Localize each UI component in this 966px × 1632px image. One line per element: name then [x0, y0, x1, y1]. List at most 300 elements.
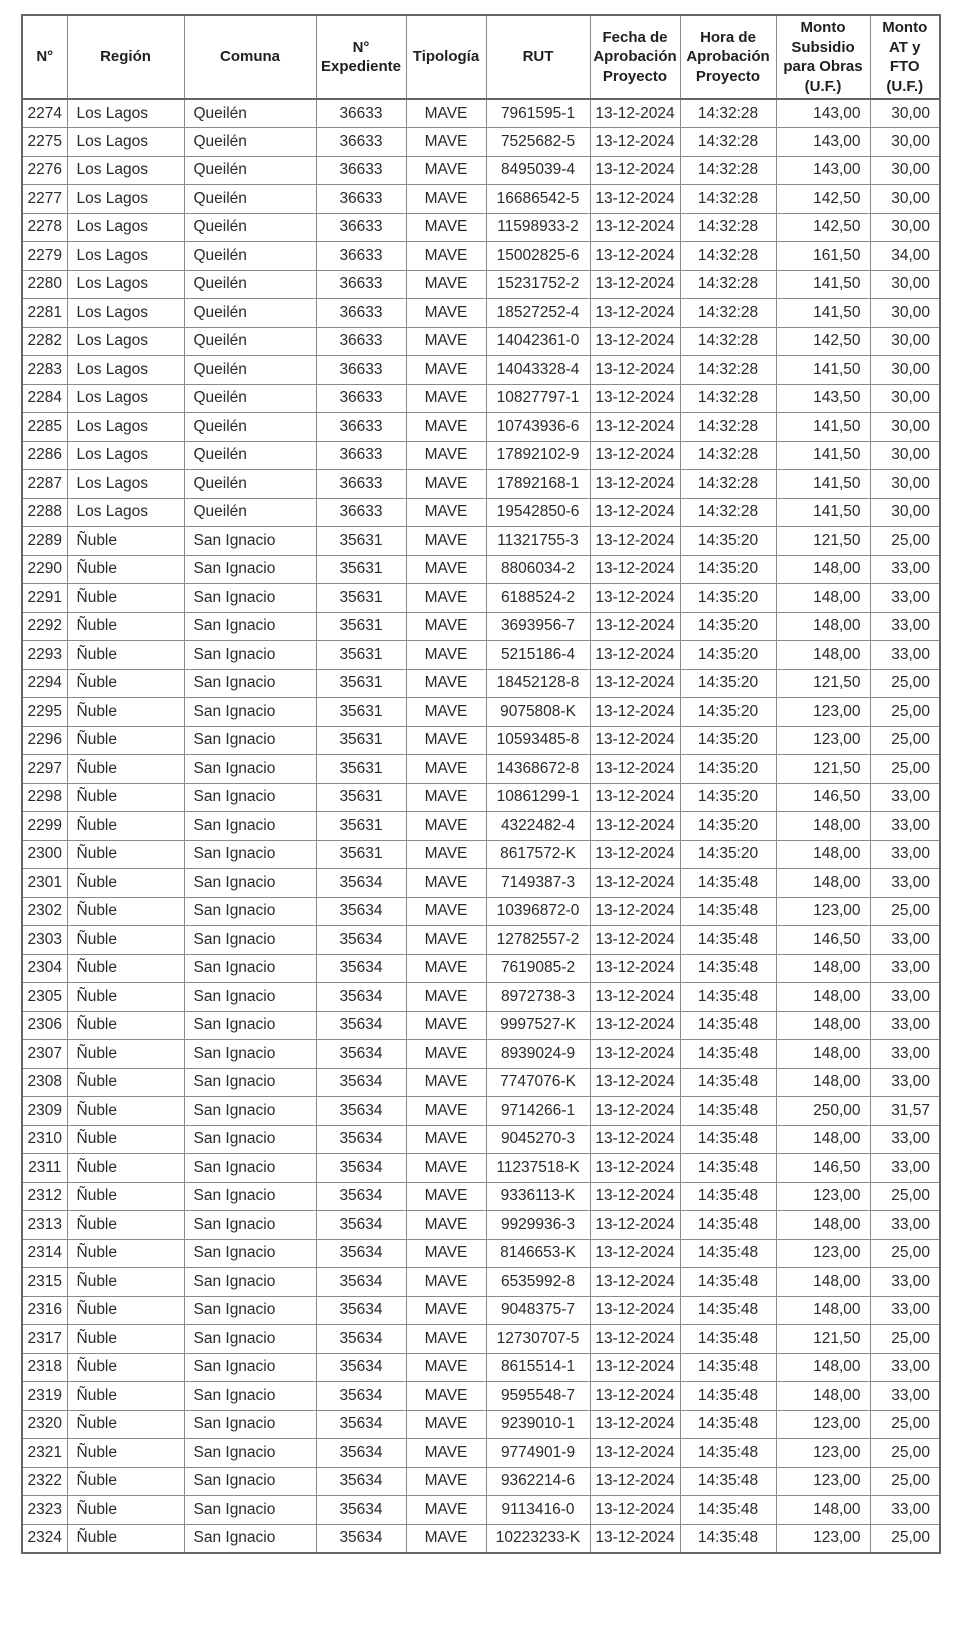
- cell-fecha: 13-12-2024: [590, 1182, 680, 1211]
- cell-comuna: Queilén: [184, 356, 316, 385]
- cell-n: 2297: [22, 755, 67, 784]
- cell-monto_at: 25,00: [870, 698, 940, 727]
- cell-expediente: 35634: [316, 1068, 406, 1097]
- cell-hora: 14:35:20: [680, 584, 776, 613]
- cell-hora: 14:35:48: [680, 954, 776, 983]
- table-row: [22, 698, 940, 727]
- cell-tipologia: MAVE: [406, 327, 486, 356]
- cell-region: Ñuble: [67, 926, 184, 955]
- cell-fecha: 13-12-2024: [590, 1467, 680, 1496]
- cell-monto_obras: 148,00: [776, 612, 870, 641]
- cell-monto_obras: 121,50: [776, 1325, 870, 1354]
- cell-tipologia: MAVE: [406, 698, 486, 727]
- cell-region: Ñuble: [67, 983, 184, 1012]
- cell-monto_obras: 148,00: [776, 1353, 870, 1382]
- cell-region: Ñuble: [67, 527, 184, 556]
- cell-expediente: 36633: [316, 128, 406, 157]
- cell-tipologia: MAVE: [406, 242, 486, 271]
- cell-region: Ñuble: [67, 1040, 184, 1069]
- cell-tipologia: MAVE: [406, 812, 486, 841]
- cell-expediente: 35634: [316, 1011, 406, 1040]
- cell-region: Ñuble: [67, 1382, 184, 1411]
- cell-rut: 9595548-7: [486, 1382, 590, 1411]
- cell-rut: 8617572-K: [486, 840, 590, 869]
- cell-rut: 9048375-7: [486, 1296, 590, 1325]
- cell-hora: 14:32:28: [680, 470, 776, 499]
- cell-hora: 14:35:48: [680, 983, 776, 1012]
- cell-region: Los Lagos: [67, 441, 184, 470]
- cell-region: Ñuble: [67, 1182, 184, 1211]
- cell-hora: 14:35:20: [680, 669, 776, 698]
- cell-n: 2299: [22, 812, 67, 841]
- cell-expediente: 35634: [316, 1410, 406, 1439]
- cell-expediente: 35634: [316, 1154, 406, 1183]
- cell-hora: 14:35:48: [680, 926, 776, 955]
- cell-hora: 14:35:20: [680, 726, 776, 755]
- cell-tipologia: MAVE: [406, 983, 486, 1012]
- cell-n: 2313: [22, 1211, 67, 1240]
- cell-monto_obras: 142,50: [776, 213, 870, 242]
- cell-region: Ñuble: [67, 555, 184, 584]
- cell-hora: 14:35:48: [680, 1410, 776, 1439]
- cell-tipologia: MAVE: [406, 840, 486, 869]
- cell-rut: 9336113-K: [486, 1182, 590, 1211]
- cell-tipologia: MAVE: [406, 555, 486, 584]
- cell-tipologia: MAVE: [406, 527, 486, 556]
- cell-region: Los Lagos: [67, 470, 184, 499]
- cell-tipologia: MAVE: [406, 897, 486, 926]
- cell-expediente: 35631: [316, 527, 406, 556]
- cell-rut: 7747076-K: [486, 1068, 590, 1097]
- cell-monto_at: 30,00: [870, 99, 940, 128]
- cell-monto_obras: 123,00: [776, 1239, 870, 1268]
- cell-n: 2279: [22, 242, 67, 271]
- cell-comuna: Queilén: [184, 384, 316, 413]
- cell-n: 2316: [22, 1296, 67, 1325]
- cell-fecha: 13-12-2024: [590, 128, 680, 157]
- document-page: [21, 14, 941, 1554]
- cell-monto_at: 33,00: [870, 783, 940, 812]
- cell-fecha: 13-12-2024: [590, 1382, 680, 1411]
- cell-region: Ñuble: [67, 1154, 184, 1183]
- cell-region: Ñuble: [67, 1296, 184, 1325]
- cell-rut: 12782557-2: [486, 926, 590, 955]
- cell-rut: 15002825-6: [486, 242, 590, 271]
- cell-hora: 14:35:48: [680, 1125, 776, 1154]
- table-row: [22, 327, 940, 356]
- cell-tipologia: MAVE: [406, 270, 486, 299]
- cell-hora: 14:35:48: [680, 1211, 776, 1240]
- table-row: [22, 1296, 940, 1325]
- cell-tipologia: MAVE: [406, 384, 486, 413]
- cell-monto_at: 33,00: [870, 1068, 940, 1097]
- cell-fecha: 13-12-2024: [590, 641, 680, 670]
- cell-region: Los Lagos: [67, 299, 184, 328]
- cell-expediente: 35631: [316, 669, 406, 698]
- cell-tipologia: MAVE: [406, 1182, 486, 1211]
- cell-n: 2324: [22, 1524, 67, 1553]
- cell-n: 2277: [22, 185, 67, 214]
- cell-fecha: 13-12-2024: [590, 726, 680, 755]
- cell-n: 2294: [22, 669, 67, 698]
- cell-monto_obras: 143,50: [776, 384, 870, 413]
- cell-hora: 14:35:20: [680, 783, 776, 812]
- cell-hora: 14:35:48: [680, 1239, 776, 1268]
- cell-comuna: San Ignacio: [184, 783, 316, 812]
- cell-monto_obras: 123,00: [776, 1467, 870, 1496]
- cell-rut: 10223233-K: [486, 1524, 590, 1553]
- table-row: [22, 1496, 940, 1525]
- cell-n: 2285: [22, 413, 67, 442]
- cell-monto_at: 25,00: [870, 1239, 940, 1268]
- table-row: [22, 897, 940, 926]
- cell-fecha: 13-12-2024: [590, 669, 680, 698]
- cell-tipologia: MAVE: [406, 470, 486, 499]
- cell-rut: 9774901-9: [486, 1439, 590, 1468]
- cell-n: 2310: [22, 1125, 67, 1154]
- cell-comuna: San Ignacio: [184, 584, 316, 613]
- cell-hora: 14:35:48: [680, 1040, 776, 1069]
- cell-tipologia: MAVE: [406, 1154, 486, 1183]
- cell-monto_obras: 121,50: [776, 755, 870, 784]
- cell-fecha: 13-12-2024: [590, 413, 680, 442]
- cell-monto_obras: 123,00: [776, 698, 870, 727]
- cell-monto_obras: 148,00: [776, 584, 870, 613]
- table-row: [22, 185, 940, 214]
- cell-comuna: San Ignacio: [184, 1410, 316, 1439]
- cell-comuna: San Ignacio: [184, 812, 316, 841]
- table-row: [22, 498, 940, 527]
- cell-monto_at: 33,00: [870, 1268, 940, 1297]
- cell-n: 2296: [22, 726, 67, 755]
- cell-n: 2287: [22, 470, 67, 499]
- cell-comuna: San Ignacio: [184, 1239, 316, 1268]
- col-header-tipologia: Tipología: [406, 15, 486, 99]
- cell-monto_obras: 146,50: [776, 1154, 870, 1183]
- cell-monto_at: 33,00: [870, 983, 940, 1012]
- cell-n: 2323: [22, 1496, 67, 1525]
- cell-tipologia: MAVE: [406, 213, 486, 242]
- cell-tipologia: MAVE: [406, 1239, 486, 1268]
- cell-monto_at: 25,00: [870, 1524, 940, 1553]
- table-row: [22, 954, 940, 983]
- cell-expediente: 35634: [316, 1040, 406, 1069]
- cell-monto_obras: 148,00: [776, 869, 870, 898]
- cell-n: 2282: [22, 327, 67, 356]
- cell-monto_obras: 148,00: [776, 1068, 870, 1097]
- cell-n: 2304: [22, 954, 67, 983]
- table-row: [22, 869, 940, 898]
- cell-rut: 17892168-1: [486, 470, 590, 499]
- cell-monto_obras: 148,00: [776, 1382, 870, 1411]
- cell-comuna: Queilén: [184, 270, 316, 299]
- cell-n: 2305: [22, 983, 67, 1012]
- cell-fecha: 13-12-2024: [590, 242, 680, 271]
- cell-comuna: San Ignacio: [184, 840, 316, 869]
- cell-monto_at: 25,00: [870, 897, 940, 926]
- cell-monto_obras: 148,00: [776, 1040, 870, 1069]
- cell-tipologia: MAVE: [406, 128, 486, 157]
- cell-tipologia: MAVE: [406, 726, 486, 755]
- cell-monto_obras: 141,50: [776, 498, 870, 527]
- cell-region: Ñuble: [67, 783, 184, 812]
- cell-fecha: 13-12-2024: [590, 384, 680, 413]
- cell-rut: 4322482-4: [486, 812, 590, 841]
- cell-n: 2293: [22, 641, 67, 670]
- cell-monto_obras: 148,00: [776, 1296, 870, 1325]
- cell-fecha: 13-12-2024: [590, 270, 680, 299]
- cell-expediente: 35634: [316, 1467, 406, 1496]
- cell-monto_obras: 141,50: [776, 441, 870, 470]
- cell-fecha: 13-12-2024: [590, 1011, 680, 1040]
- cell-tipologia: MAVE: [406, 1011, 486, 1040]
- cell-tipologia: MAVE: [406, 669, 486, 698]
- cell-expediente: 35634: [316, 1524, 406, 1553]
- cell-comuna: San Ignacio: [184, 1011, 316, 1040]
- cell-expediente: 36633: [316, 213, 406, 242]
- cell-region: Ñuble: [67, 1467, 184, 1496]
- cell-fecha: 13-12-2024: [590, 1410, 680, 1439]
- cell-region: Los Lagos: [67, 384, 184, 413]
- cell-tipologia: MAVE: [406, 755, 486, 784]
- cell-fecha: 13-12-2024: [590, 1239, 680, 1268]
- cell-region: Ñuble: [67, 1011, 184, 1040]
- cell-comuna: Queilén: [184, 299, 316, 328]
- cell-region: Los Lagos: [67, 270, 184, 299]
- cell-hora: 14:35:20: [680, 641, 776, 670]
- cell-hora: 14:35:48: [680, 897, 776, 926]
- cell-tipologia: MAVE: [406, 1496, 486, 1525]
- cell-fecha: 13-12-2024: [590, 327, 680, 356]
- cell-region: Los Lagos: [67, 128, 184, 157]
- cell-comuna: Queilén: [184, 413, 316, 442]
- cell-tipologia: MAVE: [406, 584, 486, 613]
- cell-rut: 17892102-9: [486, 441, 590, 470]
- cell-rut: 14042361-0: [486, 327, 590, 356]
- cell-hora: 14:32:28: [680, 441, 776, 470]
- cell-expediente: 35634: [316, 926, 406, 955]
- cell-rut: 9929936-3: [486, 1211, 590, 1240]
- cell-fecha: 13-12-2024: [590, 612, 680, 641]
- cell-monto_obras: 141,50: [776, 356, 870, 385]
- cell-n: 2274: [22, 99, 67, 128]
- cell-monto_at: 34,00: [870, 242, 940, 271]
- cell-n: 2307: [22, 1040, 67, 1069]
- cell-comuna: San Ignacio: [184, 1325, 316, 1354]
- cell-rut: 12730707-5: [486, 1325, 590, 1354]
- cell-monto_at: 30,00: [870, 384, 940, 413]
- cell-n: 2318: [22, 1353, 67, 1382]
- cell-rut: 6535992-8: [486, 1268, 590, 1297]
- cell-monto_obras: 143,00: [776, 156, 870, 185]
- cell-region: Ñuble: [67, 812, 184, 841]
- cell-hora: 14:32:28: [680, 384, 776, 413]
- cell-region: Los Lagos: [67, 327, 184, 356]
- cell-monto_obras: 123,00: [776, 1439, 870, 1468]
- table-row: [22, 1211, 940, 1240]
- cell-hora: 14:35:48: [680, 869, 776, 898]
- cell-n: 2314: [22, 1239, 67, 1268]
- cell-comuna: San Ignacio: [184, 1439, 316, 1468]
- cell-region: Ñuble: [67, 1068, 184, 1097]
- table-row: [22, 983, 940, 1012]
- cell-comuna: Queilén: [184, 498, 316, 527]
- cell-tipologia: MAVE: [406, 1524, 486, 1553]
- cell-hora: 14:32:28: [680, 356, 776, 385]
- col-header-expediente: N° Expediente: [316, 15, 406, 99]
- cell-monto_at: 33,00: [870, 869, 940, 898]
- cell-monto_obras: 123,00: [776, 726, 870, 755]
- table-row: [22, 840, 940, 869]
- cell-region: Ñuble: [67, 1496, 184, 1525]
- cell-expediente: 36633: [316, 299, 406, 328]
- cell-tipologia: MAVE: [406, 612, 486, 641]
- col-header-fecha: Fecha de Aprobación Proyecto: [590, 15, 680, 99]
- cell-hora: 14:35:20: [680, 527, 776, 556]
- cell-comuna: San Ignacio: [184, 926, 316, 955]
- cell-fecha: 13-12-2024: [590, 1524, 680, 1553]
- cell-monto_at: 25,00: [870, 1325, 940, 1354]
- cell-comuna: San Ignacio: [184, 641, 316, 670]
- cell-fecha: 13-12-2024: [590, 1125, 680, 1154]
- cell-rut: 10743936-6: [486, 413, 590, 442]
- cell-comuna: San Ignacio: [184, 1496, 316, 1525]
- cell-comuna: Queilén: [184, 242, 316, 271]
- cell-monto_obras: 121,50: [776, 527, 870, 556]
- cell-expediente: 35634: [316, 1211, 406, 1240]
- cell-expediente: 35634: [316, 983, 406, 1012]
- table-row: [22, 783, 940, 812]
- cell-n: 2288: [22, 498, 67, 527]
- table-row: [22, 1125, 940, 1154]
- cell-region: Ñuble: [67, 1239, 184, 1268]
- cell-n: 2301: [22, 869, 67, 898]
- table-row: [22, 213, 940, 242]
- cell-comuna: Queilén: [184, 441, 316, 470]
- cell-comuna: Queilén: [184, 327, 316, 356]
- cell-expediente: 35634: [316, 1496, 406, 1525]
- cell-region: Ñuble: [67, 1268, 184, 1297]
- cell-n: 2281: [22, 299, 67, 328]
- table-row: [22, 384, 940, 413]
- cell-rut: 14043328-4: [486, 356, 590, 385]
- cell-hora: 14:35:20: [680, 555, 776, 584]
- cell-hora: 14:35:20: [680, 612, 776, 641]
- table-row: [22, 1524, 940, 1553]
- cell-tipologia: MAVE: [406, 641, 486, 670]
- cell-n: 2306: [22, 1011, 67, 1040]
- cell-rut: 10827797-1: [486, 384, 590, 413]
- cell-rut: 15231752-2: [486, 270, 590, 299]
- cell-rut: 7525682-5: [486, 128, 590, 157]
- cell-comuna: San Ignacio: [184, 755, 316, 784]
- cell-expediente: 36633: [316, 498, 406, 527]
- table-row: [22, 1068, 940, 1097]
- cell-expediente: 35631: [316, 840, 406, 869]
- cell-n: 2312: [22, 1182, 67, 1211]
- cell-comuna: San Ignacio: [184, 954, 316, 983]
- cell-monto_obras: 142,50: [776, 327, 870, 356]
- cell-fecha: 13-12-2024: [590, 1154, 680, 1183]
- cell-monto_obras: 143,00: [776, 99, 870, 128]
- cell-fecha: 13-12-2024: [590, 926, 680, 955]
- cell-monto_obras: 141,50: [776, 270, 870, 299]
- cell-monto_at: 33,00: [870, 1211, 940, 1240]
- col-header-hora: Hora de Aprobación Proyecto: [680, 15, 776, 99]
- cell-fecha: 13-12-2024: [590, 584, 680, 613]
- cell-monto_obras: 143,00: [776, 128, 870, 157]
- cell-n: 2292: [22, 612, 67, 641]
- table-row: [22, 1353, 940, 1382]
- cell-region: Los Lagos: [67, 498, 184, 527]
- cell-expediente: 36633: [316, 413, 406, 442]
- cell-expediente: 36633: [316, 441, 406, 470]
- cell-monto_at: 30,00: [870, 470, 940, 499]
- table-row: [22, 612, 940, 641]
- table-row: [22, 242, 940, 271]
- cell-monto_at: 31,57: [870, 1097, 940, 1126]
- cell-rut: 9045270-3: [486, 1125, 590, 1154]
- cell-monto_at: 33,00: [870, 1011, 940, 1040]
- cell-hora: 14:35:20: [680, 840, 776, 869]
- cell-tipologia: MAVE: [406, 1467, 486, 1496]
- cell-hora: 14:35:20: [680, 698, 776, 727]
- cell-expediente: 35634: [316, 869, 406, 898]
- cell-comuna: Queilén: [184, 185, 316, 214]
- cell-monto_obras: 146,50: [776, 783, 870, 812]
- cell-comuna: San Ignacio: [184, 983, 316, 1012]
- cell-comuna: San Ignacio: [184, 1097, 316, 1126]
- cell-rut: 8146653-K: [486, 1239, 590, 1268]
- cell-region: Ñuble: [67, 897, 184, 926]
- cell-expediente: 35634: [316, 897, 406, 926]
- cell-rut: 9362214-6: [486, 1467, 590, 1496]
- cell-region: Ñuble: [67, 755, 184, 784]
- cell-hora: 14:35:48: [680, 1325, 776, 1354]
- cell-fecha: 13-12-2024: [590, 1040, 680, 1069]
- cell-n: 2302: [22, 897, 67, 926]
- cell-hora: 14:35:48: [680, 1382, 776, 1411]
- cell-hora: 14:35:20: [680, 812, 776, 841]
- cell-tipologia: MAVE: [406, 156, 486, 185]
- cell-fecha: 13-12-2024: [590, 156, 680, 185]
- cell-expediente: 35631: [316, 726, 406, 755]
- cell-fecha: 13-12-2024: [590, 1496, 680, 1525]
- cell-rut: 8972738-3: [486, 983, 590, 1012]
- cell-expediente: 35631: [316, 641, 406, 670]
- cell-hora: 14:35:48: [680, 1496, 776, 1525]
- cell-hora: 14:35:20: [680, 755, 776, 784]
- cell-monto_at: 25,00: [870, 1467, 940, 1496]
- table-row: [22, 470, 940, 499]
- cell-fecha: 13-12-2024: [590, 840, 680, 869]
- cell-tipologia: MAVE: [406, 441, 486, 470]
- cell-hora: 14:32:28: [680, 213, 776, 242]
- cell-rut: 14368672-8: [486, 755, 590, 784]
- cell-region: Los Lagos: [67, 99, 184, 128]
- cell-expediente: 35631: [316, 812, 406, 841]
- cell-hora: 14:35:48: [680, 1353, 776, 1382]
- cell-tipologia: MAVE: [406, 99, 486, 128]
- cell-tipologia: MAVE: [406, 299, 486, 328]
- cell-monto_at: 33,00: [870, 954, 940, 983]
- subsidy-approvals-table: [21, 14, 941, 1554]
- cell-monto_obras: 123,00: [776, 1182, 870, 1211]
- cell-tipologia: MAVE: [406, 1410, 486, 1439]
- cell-monto_obras: 141,50: [776, 413, 870, 442]
- cell-tipologia: MAVE: [406, 413, 486, 442]
- cell-fecha: 13-12-2024: [590, 498, 680, 527]
